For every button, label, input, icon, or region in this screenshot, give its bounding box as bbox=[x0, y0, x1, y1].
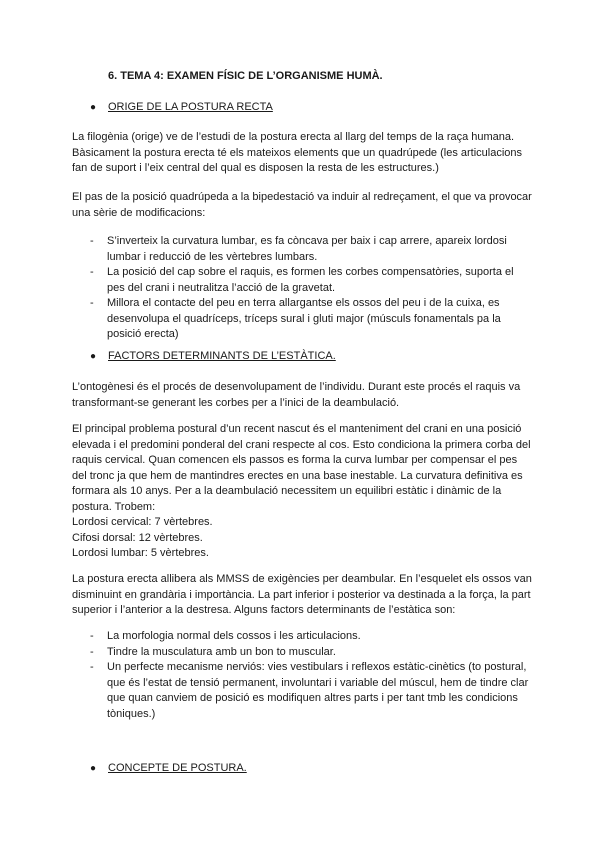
paragraph-bipedal: El pas de la posició quadrúpeda a la bipedestació va induir al redreçament, el que va provocar una sèrie de modificacions: bbox=[72, 191, 532, 219]
paragraph-phylogeny: La filogènia (orige) ve de l’estudi de la postura erecta al llarg del temps de la raça humana. Bàsicament la postura erecta té els mateixos elements que un quadrúpede (les articulacions fan de suport i l’eix central del qual es disposen la resta de les estructures.) bbox=[72, 131, 523, 174]
section-heading-text: FACTORS DETERMINANTS DE L’ESTÀTICA. bbox=[108, 350, 336, 362]
factors-list bbox=[90, 629, 530, 722]
document-title: 6. TEMA 4: EXAMEN FÍSIC DE L’ORGANISME HUMÀ. bbox=[108, 70, 383, 82]
dash-icon: - bbox=[90, 235, 94, 247]
section-heading-statics bbox=[90, 350, 336, 362]
list-item-text: Un perfecte mecanisme nerviós: vies vestibulars i reflexos estàtic-cinètics (to postural, que és l’estat de tensió permanent, involuntari i variable del múscul, hem de tindre clar que quan canviem de posició es modifiquen altres parts i per tant tmb les condicions tòniques.) bbox=[107, 661, 529, 720]
list-item bbox=[90, 629, 530, 645]
bullet-icon: ● bbox=[90, 763, 97, 774]
paragraph-erect-posture: La postura erecta allibera als MMSS de exigències per deambular. En l’esquelet els ossos van disminuint en grandària i importància. La part inferior i posterior va destinada a la força, la part superior i l’anterior a la destresa. Alguns factors determinants de l’estàtica son: bbox=[72, 573, 532, 616]
list-item-text: Tindre la musculatura amb un bon to muscular. bbox=[107, 645, 336, 658]
bullet-icon: ● bbox=[90, 102, 97, 113]
list-item-text: La posició del cap sobre el raquis, es formen les corbes compensatòries, suporta el pes del crani i neutralitza l’acció de la gravetat. bbox=[107, 266, 514, 294]
vertebrae-list bbox=[72, 515, 532, 562]
section-heading-text: ORIGE DE LA POSTURA RECTA bbox=[108, 101, 273, 113]
bullet-icon: ● bbox=[90, 351, 97, 362]
paragraph-postural-problem: El principal problema postural d’un recent nascut és el manteniment del crani en una posició elevada i el predomini ponderal del crani respecte al cos. Esto condiciona la primera corba del raquis cervical. Quan comencen els passos es forma la curva lumbar per compensar el pes del tronc ja que hem de mantindres erectes en una base inestable. La curvatura definitiva es formara als 10 anys. Per a la deambulació necessitem un equilibri estàtic i dinàmic de la postura. Trobem: bbox=[72, 423, 531, 513]
section-heading-posture bbox=[90, 762, 247, 774]
list-item bbox=[90, 660, 530, 722]
dash-icon: - bbox=[90, 297, 94, 309]
list-item bbox=[90, 645, 530, 661]
list-item-text: S’inverteix la curvatura lumbar, es fa còncava per baix i cap arrere, apareix lordosi lumbar i reducció de les vèrtebres lumbars. bbox=[107, 235, 507, 263]
section-heading-text: CONCEPTE DE POSTURA. bbox=[108, 762, 247, 774]
paragraph-ontogenesis: L’ontogènesi és el procés de desenvolupament de l’individu. Durant este procés el raquis va transformant-se generant les corbes per a l’inici de la deambulació. bbox=[72, 381, 521, 409]
dash-icon: - bbox=[90, 266, 94, 278]
list-item bbox=[90, 234, 530, 265]
list-item-text: Millora el contacte del peu en terra allargantse els ossos del peu i de la cuixa, es desenvolupa el quadríceps, tríceps sural i gluti major (músculs fonamentals pa la posició erecta) bbox=[107, 297, 501, 340]
dash-icon: - bbox=[90, 630, 94, 642]
section-heading-origin bbox=[90, 101, 273, 113]
list-item bbox=[90, 265, 530, 296]
modifications-list bbox=[90, 234, 530, 343]
dash-icon: - bbox=[90, 645, 94, 658]
dash-icon: - bbox=[90, 661, 94, 673]
vertebrae-cervical: Lordosi cervical: 7 vèrtebres. bbox=[72, 516, 213, 528]
list-item bbox=[90, 296, 530, 343]
list-item-text: La morfologia normal dels cossos i les articulacions. bbox=[107, 630, 361, 642]
vertebrae-lumbar: Lordosi lumbar: 5 vèrtebres. bbox=[72, 547, 209, 559]
vertebrae-dorsal: Cifosi dorsal: 12 vèrtebres. bbox=[72, 531, 203, 544]
